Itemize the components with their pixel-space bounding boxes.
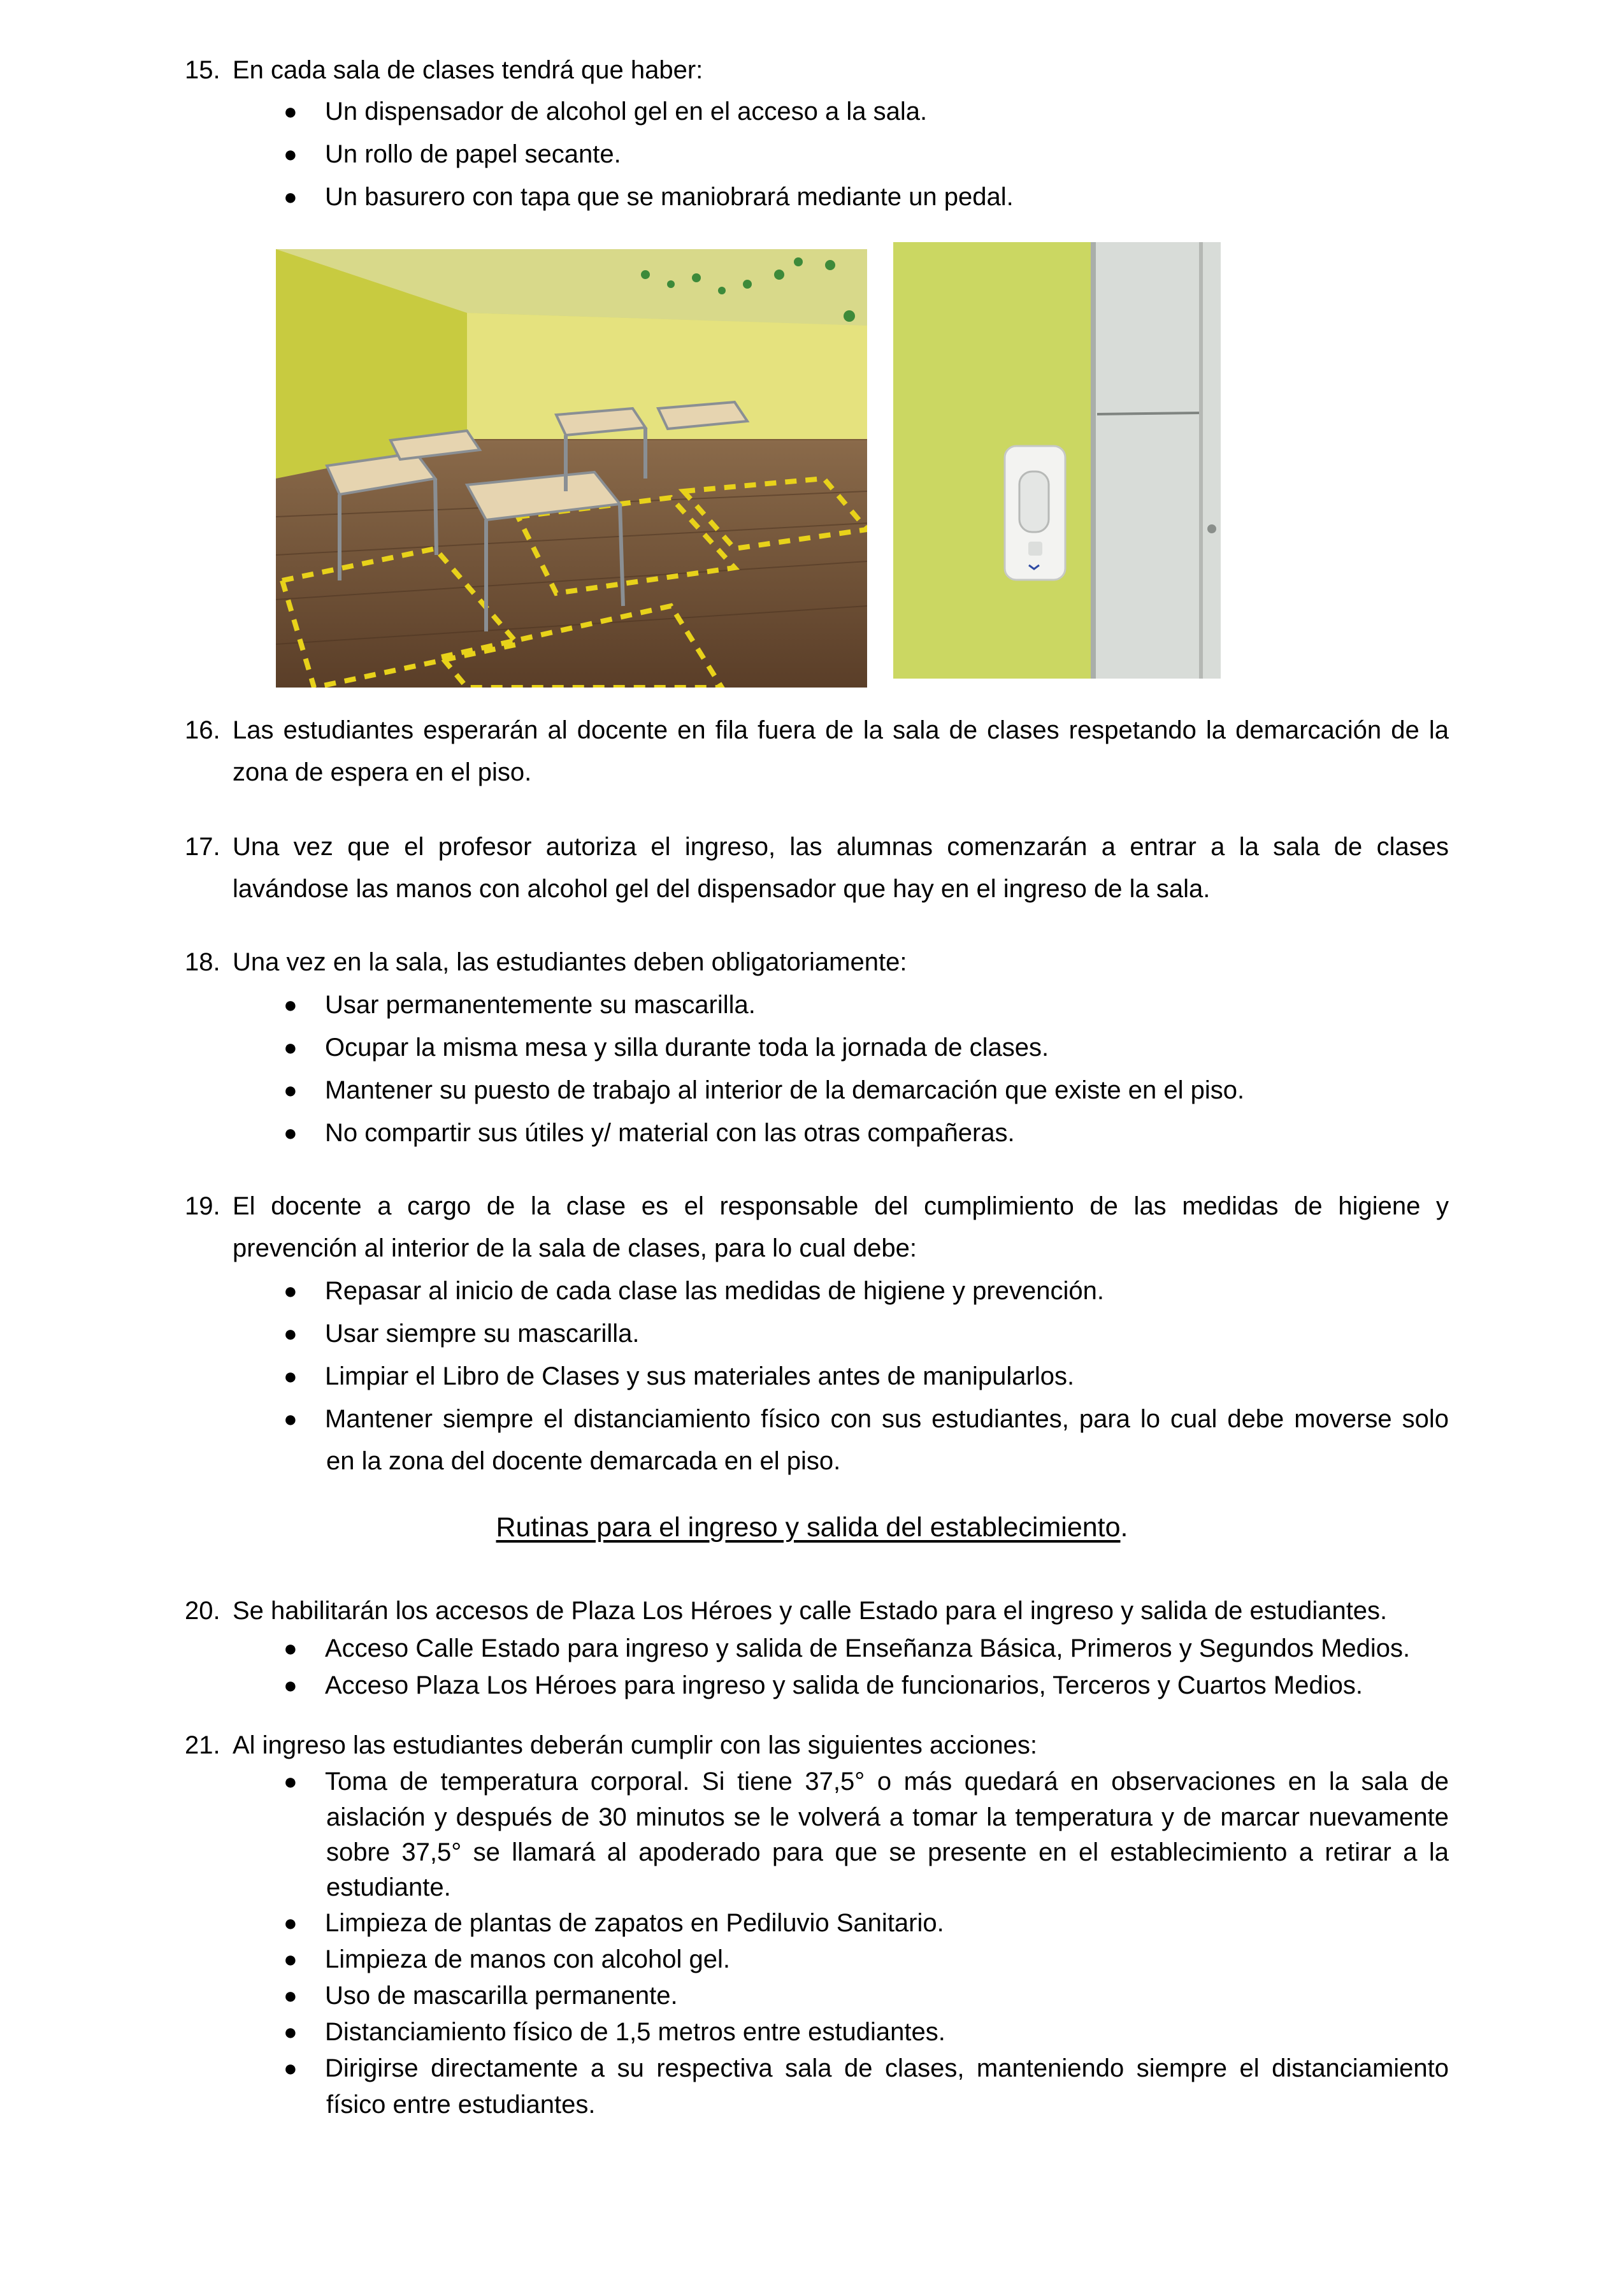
item-18-bullet-1: Usar permanentemente su mascarilla. (325, 991, 756, 1019)
bullet-icon: ● (284, 1363, 298, 1389)
item-number-19: 19. (185, 1192, 220, 1220)
section-heading-text: Rutinas para el ingreso y salida del establecimiento (496, 1512, 1121, 1543)
item-21-bullet-1-cont-3: estudiante. (326, 1873, 451, 1901)
item-18-bullet-3: Mantener su puesto de trabajo al interior de la demarcación que existe en el piso. (325, 1076, 1245, 1104)
item-21-bullet-3: Limpieza de manos con alcohol gel. (325, 1945, 730, 1973)
item-21-bullet-1-cont-2: sobre 37,5° se llamará al apoderado para que se presente en el establecimiento a retirar a la (326, 1838, 1449, 1866)
item-20-bullet-2: Acceso Plaza Los Héroes para ingreso y salida de funcionarios, Terceros y Cuartos Medios. (325, 1671, 1363, 1699)
item-number-15: 15. (185, 56, 220, 84)
section-heading (0, 1514, 1624, 1541)
item-number-18: 18. (185, 948, 220, 976)
item-19-bullet-4: Mantener siempre el distanciamiento físico con sus estudiantes, para lo cual debe moverse solo (325, 1405, 1449, 1433)
item-21-bullet-1: Toma de temperatura corporal. Si tiene 37,5° o más quedará en observaciones en la sala de (325, 1768, 1449, 1796)
classroom-photo (276, 249, 867, 688)
bullet-icon: ● (284, 1982, 298, 2008)
item-16-line-1: Las estudiantes esperarán al docente en fila fuera de la sala de clases respetando la demarcación de la (233, 716, 1449, 744)
item-19-line-1: El docente a cargo de la clase es el responsable del cumplimiento de las medidas de higiene y (233, 1192, 1449, 1220)
bullet-icon: ● (284, 1120, 298, 1146)
item-21-bullet-6: Dirigirse directamente a su respectiva sala de clases, manteniendo siempre el distanciamiento (325, 2054, 1449, 2082)
item-18-text: Una vez en la sala, las estudiantes deben obligatoriamente: (233, 948, 907, 976)
bullet-icon: ● (284, 1034, 298, 1060)
item-16-line-2: zona de espera en el piso. (233, 758, 532, 786)
hand-sanitizer-dispenser-photo (893, 242, 1221, 679)
bullet-icon: ● (284, 2019, 298, 2045)
bullet-icon: ● (284, 1910, 298, 1936)
item-20-bullet-1: Acceso Calle Estado para ingreso y salida de Enseñanza Básica, Primeros y Segundos Medios. (325, 1634, 1411, 1662)
bullet-icon: ● (284, 1672, 298, 1698)
item-19-bullet-4-cont: en la zona del docente demarcada en el piso. (326, 1447, 841, 1475)
item-number-21: 21. (185, 1731, 220, 1759)
item-20-text: Se habilitarán los accesos de Plaza Los Héroes y calle Estado para el ingreso y salida de estudiantes. (233, 1597, 1388, 1625)
item-17-line-2: lavándose las manos con alcohol gel del dispensador que hay en el ingreso de la sala. (233, 875, 1211, 903)
bullet-icon: ● (284, 1635, 298, 1661)
bullet-icon: ● (284, 991, 298, 1018)
item-21-bullet-1-cont-1: aislación y después de 30 minutos se le volverá a tomar la temperatura y de marcar nuevamente (326, 1803, 1449, 1831)
item-19-bullet-1: Repasar al inicio de cada clase las medidas de higiene y prevención. (325, 1277, 1104, 1305)
item-21-text: Al ingreso las estudiantes deberán cumplir con las siguientes acciones: (233, 1731, 1037, 1759)
item-number-20: 20. (185, 1597, 220, 1625)
bullet-icon: ● (284, 141, 298, 167)
item-19-line-2: prevención al interior de la sala de clases, para lo cual debe: (233, 1234, 917, 1262)
bullet-icon: ● (284, 1278, 298, 1304)
item-17-line-1: Una vez que el profesor autoriza el ingreso, las alumnas comenzarán a entrar a la sala de clases (233, 833, 1449, 861)
section-heading-period: . (1120, 1512, 1128, 1543)
item-21-bullet-5: Distanciamiento físico de 1,5 metros entre estudiantes. (325, 2018, 945, 2046)
bullet-icon: ● (284, 1077, 298, 1103)
bullet-icon: ● (284, 1320, 298, 1346)
item-21-bullet-6-cont: físico entre estudiantes. (326, 2091, 596, 2119)
item-number-16: 16. (185, 716, 220, 744)
item-15-bullet-3: Un basurero con tapa que se maniobrará mediante un pedal. (325, 183, 1014, 211)
bullet-icon: ● (284, 184, 298, 210)
item-18-bullet-4: No compartir sus útiles y/ material con las otras compañeras. (325, 1119, 1015, 1147)
item-15-text: En cada sala de clases tendrá que haber: (233, 56, 703, 84)
item-18-bullet-2: Ocupar la misma mesa y silla durante toda la jornada de clases. (325, 1034, 1049, 1062)
item-19-bullet-3: Limpiar el Libro de Clases y sus materiales antes de manipularlos. (325, 1362, 1075, 1390)
item-15-bullet-2: Un rollo de papel secante. (325, 140, 621, 168)
bullet-icon: ● (284, 1768, 298, 1794)
bullet-icon: ● (284, 2055, 298, 2081)
item-19-bullet-2: Usar siempre su mascarilla. (325, 1320, 640, 1348)
bullet-icon: ● (284, 1406, 298, 1432)
item-21-bullet-2: Limpieza de plantas de zapatos en Pediluvio Sanitario. (325, 1909, 944, 1937)
bullet-icon: ● (284, 98, 298, 124)
bullet-icon: ● (284, 1946, 298, 1972)
item-21-bullet-4: Uso de mascarilla permanente. (325, 1982, 678, 2010)
item-15-bullet-1: Un dispensador de alcohol gel en el acceso a la sala. (325, 97, 928, 126)
item-number-17: 17. (185, 833, 220, 861)
